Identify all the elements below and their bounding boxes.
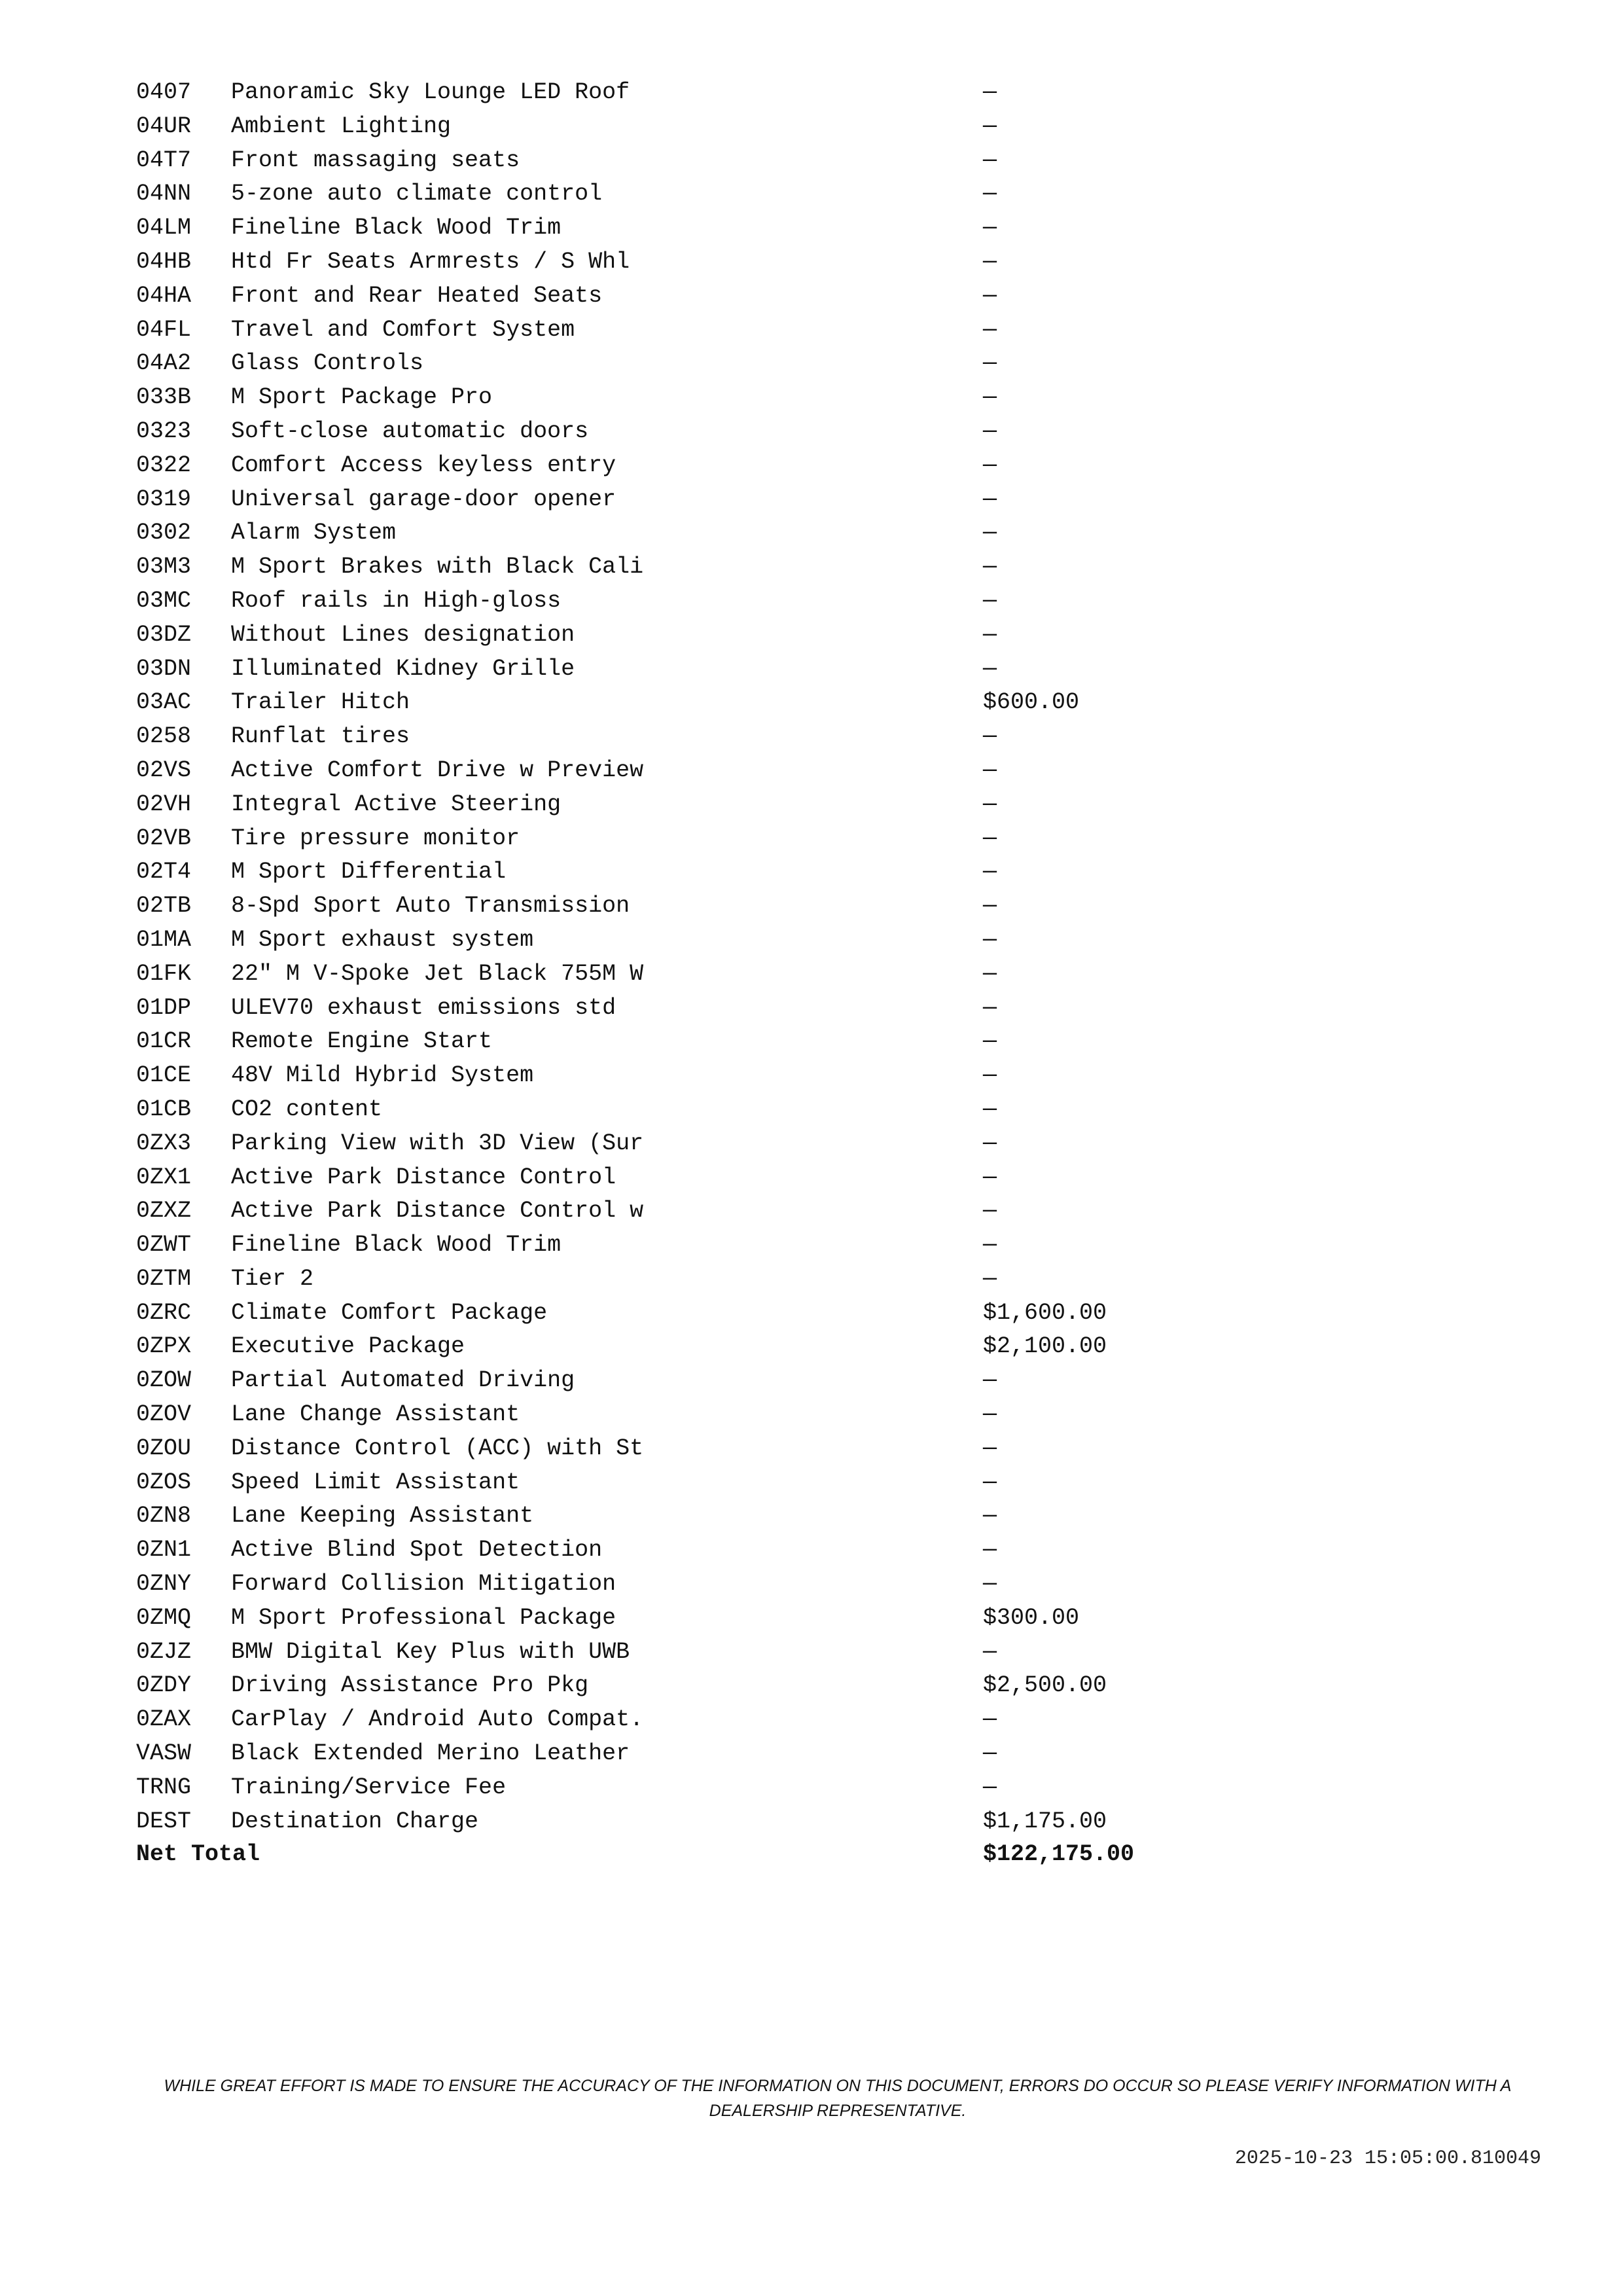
option-code: 01CB (136, 1096, 192, 1122)
disclaimer-line-2: DEALERSHIP REPRESENTATIVE. (709, 2102, 967, 2120)
option-code: 0ZAX (136, 1706, 192, 1733)
option-code: 04HB (136, 248, 192, 275)
option-description: Soft-close automatic doors (231, 418, 589, 444)
option-price: — (983, 181, 997, 207)
option-description: Destination Charge (231, 1808, 479, 1835)
option-code: 0ZX1 (136, 1164, 192, 1191)
option-row (136, 958, 1314, 992)
option-price: — (983, 1232, 997, 1259)
option-description: Active Park Distance Control w (231, 1198, 644, 1225)
option-description: Roof rails in High-gloss (231, 587, 562, 614)
option-row (136, 1805, 1314, 1839)
option-description: Forward Collision Mitigation (231, 1571, 616, 1598)
option-row (136, 1364, 1314, 1398)
option-row (136, 1398, 1314, 1432)
option-row (136, 653, 1314, 687)
option-description: Active Park Distance Control (231, 1164, 616, 1191)
option-row (136, 1093, 1314, 1127)
option-row (136, 1534, 1314, 1568)
option-description: Trailer Hitch (231, 689, 410, 716)
option-price: — (983, 486, 997, 512)
option-price: — (983, 215, 997, 242)
option-code: 0ZNY (136, 1571, 192, 1598)
option-code: 0ZPX (136, 1333, 192, 1360)
option-row (136, 76, 1314, 110)
option-description: Tire pressure monitor (231, 825, 520, 852)
option-description: M Sport exhaust system (231, 926, 534, 953)
option-price: — (983, 1571, 997, 1598)
option-description: Training/Service Fee (231, 1774, 507, 1801)
option-code: 01FK (136, 960, 192, 987)
option-code: 02TB (136, 893, 192, 920)
option-row (136, 483, 1314, 517)
option-row (136, 314, 1314, 348)
option-row (136, 415, 1314, 449)
option-code: 0ZJZ (136, 1638, 192, 1665)
option-code: 0322 (136, 452, 192, 478)
option-price: — (983, 452, 997, 478)
option-description: Without Lines designation (231, 621, 575, 648)
option-row (136, 889, 1314, 924)
option-description: Comfort Access keyless entry (231, 452, 616, 478)
option-price: — (983, 384, 997, 411)
option-code: 03M3 (136, 554, 192, 581)
option-price: — (983, 791, 997, 817)
option-code: 02VS (136, 757, 192, 783)
option-row (136, 1466, 1314, 1500)
option-row (136, 1737, 1314, 1771)
option-price: $1,600.00 (983, 1299, 1107, 1326)
option-price: — (983, 1469, 997, 1496)
option-code: 03AC (136, 689, 192, 716)
option-code: 01CE (136, 1062, 192, 1089)
option-code: 02T4 (136, 859, 192, 886)
option-price: $2,500.00 (983, 1672, 1107, 1699)
option-description: Active Blind Spot Detection (231, 1537, 603, 1564)
option-row (136, 1127, 1314, 1161)
option-code: 0302 (136, 520, 192, 547)
option-description: Glass Controls (231, 350, 424, 377)
option-description: 5-zone auto climate control (231, 181, 603, 207)
option-price: — (983, 1028, 997, 1055)
option-code: 0ZOU (136, 1435, 192, 1462)
option-description: Fineline Black Wood Trim (231, 215, 562, 242)
option-price: — (983, 350, 997, 377)
option-price: — (983, 757, 997, 783)
option-code: 0ZXZ (136, 1198, 192, 1225)
option-row (136, 1602, 1314, 1636)
option-row (136, 584, 1314, 619)
option-description: Fineline Black Wood Trim (231, 1232, 562, 1259)
option-row (136, 992, 1314, 1026)
option-description: Climate Comfort Package (231, 1299, 548, 1326)
option-description: M Sport Brakes with Black Cali (231, 554, 644, 581)
option-price: — (983, 1130, 997, 1157)
option-row (136, 211, 1314, 245)
option-price: — (983, 1706, 997, 1733)
option-row (136, 245, 1314, 279)
option-row (136, 279, 1314, 314)
option-code: 01CR (136, 1028, 192, 1055)
option-description: Travel and Comfort System (231, 316, 575, 343)
option-price: — (983, 621, 997, 648)
option-code: 0ZRC (136, 1299, 192, 1326)
option-code: 0ZOS (136, 1469, 192, 1496)
option-row (136, 144, 1314, 178)
option-price: — (983, 655, 997, 682)
option-row (136, 1499, 1314, 1534)
option-row (136, 381, 1314, 415)
option-price: — (983, 825, 997, 852)
option-description: 8-Spd Sport Auto Transmission (231, 893, 630, 920)
option-price: — (983, 282, 997, 309)
option-row (136, 1025, 1314, 1059)
option-description: M Sport Package Pro (231, 384, 493, 411)
option-description: Universal garage-door opener (231, 486, 616, 512)
option-description: 22" M V-Spoke Jet Black 755M W (231, 960, 644, 987)
option-description: Partial Automated Driving (231, 1367, 575, 1394)
option-description: Lane Change Assistant (231, 1401, 520, 1428)
option-price: — (983, 1164, 997, 1191)
option-description: ULEV70 exhaust emissions std (231, 994, 616, 1021)
option-price: — (983, 1503, 997, 1530)
option-code: 04HA (136, 282, 192, 309)
option-description: Lane Keeping Assistant (231, 1503, 534, 1530)
option-row (136, 1636, 1314, 1670)
option-row (136, 754, 1314, 788)
option-row (136, 110, 1314, 144)
option-price: — (983, 79, 997, 105)
option-description: Illuminated Kidney Grille (231, 655, 575, 682)
option-description: Runflat tires (231, 723, 410, 750)
option-description: Distance Control (ACC) with St (231, 1435, 644, 1462)
option-price: $600.00 (983, 689, 1080, 716)
option-price: — (983, 926, 997, 953)
option-price: — (983, 960, 997, 987)
option-row (136, 1229, 1314, 1263)
option-row (136, 449, 1314, 483)
option-code: 02VH (136, 791, 192, 817)
disclaimer-line-1: WHILE GREAT EFFORT IS MADE TO ENSURE THE ACCURACY OF THE INFORMATION ON THIS DOCUMENT, ERRORS DO OCCUR SO PLEASE VERIFY INFORMATION WITH A (164, 2077, 1512, 2095)
option-price: — (983, 248, 997, 275)
option-row (136, 1161, 1314, 1195)
option-price: — (983, 1401, 997, 1428)
option-description: M Sport Differential (231, 859, 507, 886)
option-code: 03MC (136, 587, 192, 614)
option-code: 04NN (136, 181, 192, 207)
option-row (136, 1568, 1314, 1602)
option-code: DEST (136, 1808, 192, 1835)
option-price: — (983, 1638, 997, 1665)
net-total-row (136, 1837, 1314, 1871)
option-description: Remote Engine Start (231, 1028, 493, 1055)
option-description: Front massaging seats (231, 147, 520, 173)
option-row (136, 1432, 1314, 1466)
option-description: M Sport Professional Package (231, 1604, 616, 1631)
option-code: 0ZX3 (136, 1130, 192, 1157)
option-description: CO2 content (231, 1096, 383, 1122)
option-row (136, 1297, 1314, 1331)
option-row (136, 619, 1314, 653)
option-row (136, 788, 1314, 822)
option-price: — (983, 723, 997, 750)
option-code: 0ZOV (136, 1401, 192, 1428)
option-price: — (983, 859, 997, 886)
option-price: — (983, 1062, 997, 1089)
option-row (136, 1263, 1314, 1297)
option-description: Speed Limit Assistant (231, 1469, 520, 1496)
option-code: 04FL (136, 316, 192, 343)
option-code: TRNG (136, 1774, 192, 1801)
option-price: — (983, 1367, 997, 1394)
option-price: — (983, 554, 997, 581)
option-row (136, 855, 1314, 889)
option-price: — (983, 994, 997, 1021)
option-description: Integral Active Steering (231, 791, 562, 817)
option-row (136, 1194, 1314, 1229)
option-price: — (983, 587, 997, 614)
option-price: — (983, 418, 997, 444)
option-price: $300.00 (983, 1604, 1080, 1631)
option-code: 04UR (136, 113, 192, 139)
option-code: 04LM (136, 215, 192, 242)
option-row (136, 924, 1314, 958)
option-description: Tier 2 (231, 1265, 314, 1292)
option-code: 033B (136, 384, 192, 411)
option-description: Executive Package (231, 1333, 465, 1360)
option-row (136, 347, 1314, 381)
option-code: VASW (136, 1740, 192, 1767)
option-description: Panoramic Sky Lounge LED Roof (231, 79, 630, 105)
option-description: Black Extended Merino Leather (231, 1740, 630, 1767)
option-code: 0ZMQ (136, 1604, 192, 1631)
option-price: — (983, 1198, 997, 1225)
option-code: 0ZTM (136, 1265, 192, 1292)
option-description: Driving Assistance Pro Pkg (231, 1672, 589, 1699)
option-row (136, 686, 1314, 720)
option-price: — (983, 1265, 997, 1292)
option-price: — (983, 1740, 997, 1767)
option-code: 0ZN1 (136, 1537, 192, 1564)
option-price: — (983, 147, 997, 173)
option-row (136, 1330, 1314, 1364)
net-total-label: Net Total (136, 1841, 260, 1867)
option-row (136, 550, 1314, 584)
option-row (136, 720, 1314, 754)
option-row (136, 1703, 1314, 1737)
option-description: Parking View with 3D View (Sur (231, 1130, 644, 1157)
option-price: — (983, 893, 997, 920)
option-code: 0ZOW (136, 1367, 192, 1394)
option-price: — (983, 1435, 997, 1462)
option-code: 0ZWT (136, 1232, 192, 1259)
option-row (136, 1669, 1314, 1703)
option-price: $1,175.00 (983, 1808, 1107, 1835)
option-description: 48V Mild Hybrid System (231, 1062, 534, 1089)
option-row (136, 177, 1314, 211)
option-price: — (983, 1096, 997, 1122)
option-code: 0ZN8 (136, 1503, 192, 1530)
option-code: 02VB (136, 825, 192, 852)
option-description: CarPlay / Android Auto Compat. (231, 1706, 644, 1733)
option-code: 03DZ (136, 621, 192, 648)
option-description: Active Comfort Drive w Preview (231, 757, 644, 783)
option-description: BMW Digital Key Plus with UWB (231, 1638, 630, 1665)
options-list (136, 76, 1314, 1839)
option-price: $2,100.00 (983, 1333, 1107, 1360)
option-price: — (983, 1537, 997, 1564)
option-row (136, 516, 1314, 550)
option-code: 01MA (136, 926, 192, 953)
option-row (136, 1059, 1314, 1093)
option-code: 0407 (136, 79, 192, 105)
print-timestamp: 2025-10-23 15:05:00.810049 (1234, 2147, 1541, 2170)
option-price: — (983, 316, 997, 343)
option-description: Ambient Lighting (231, 113, 452, 139)
option-code: 0319 (136, 486, 192, 512)
option-code: 01DP (136, 994, 192, 1021)
net-total-value: $122,175.00 (983, 1841, 1135, 1867)
option-price: — (983, 520, 997, 547)
option-price: — (983, 113, 997, 139)
option-description: Htd Fr Seats Armrests / S Whl (231, 248, 630, 275)
option-description: Alarm System (231, 520, 397, 547)
option-row (136, 822, 1314, 856)
option-code: 04T7 (136, 147, 192, 173)
option-code: 0ZDY (136, 1672, 192, 1699)
option-price: — (983, 1774, 997, 1801)
option-code: 04A2 (136, 350, 192, 377)
disclaimer (131, 2073, 1544, 2123)
option-description: Front and Rear Heated Seats (231, 282, 603, 309)
option-code: 0323 (136, 418, 192, 444)
option-code: 03DN (136, 655, 192, 682)
option-row (136, 1771, 1314, 1805)
option-code: 0258 (136, 723, 192, 750)
